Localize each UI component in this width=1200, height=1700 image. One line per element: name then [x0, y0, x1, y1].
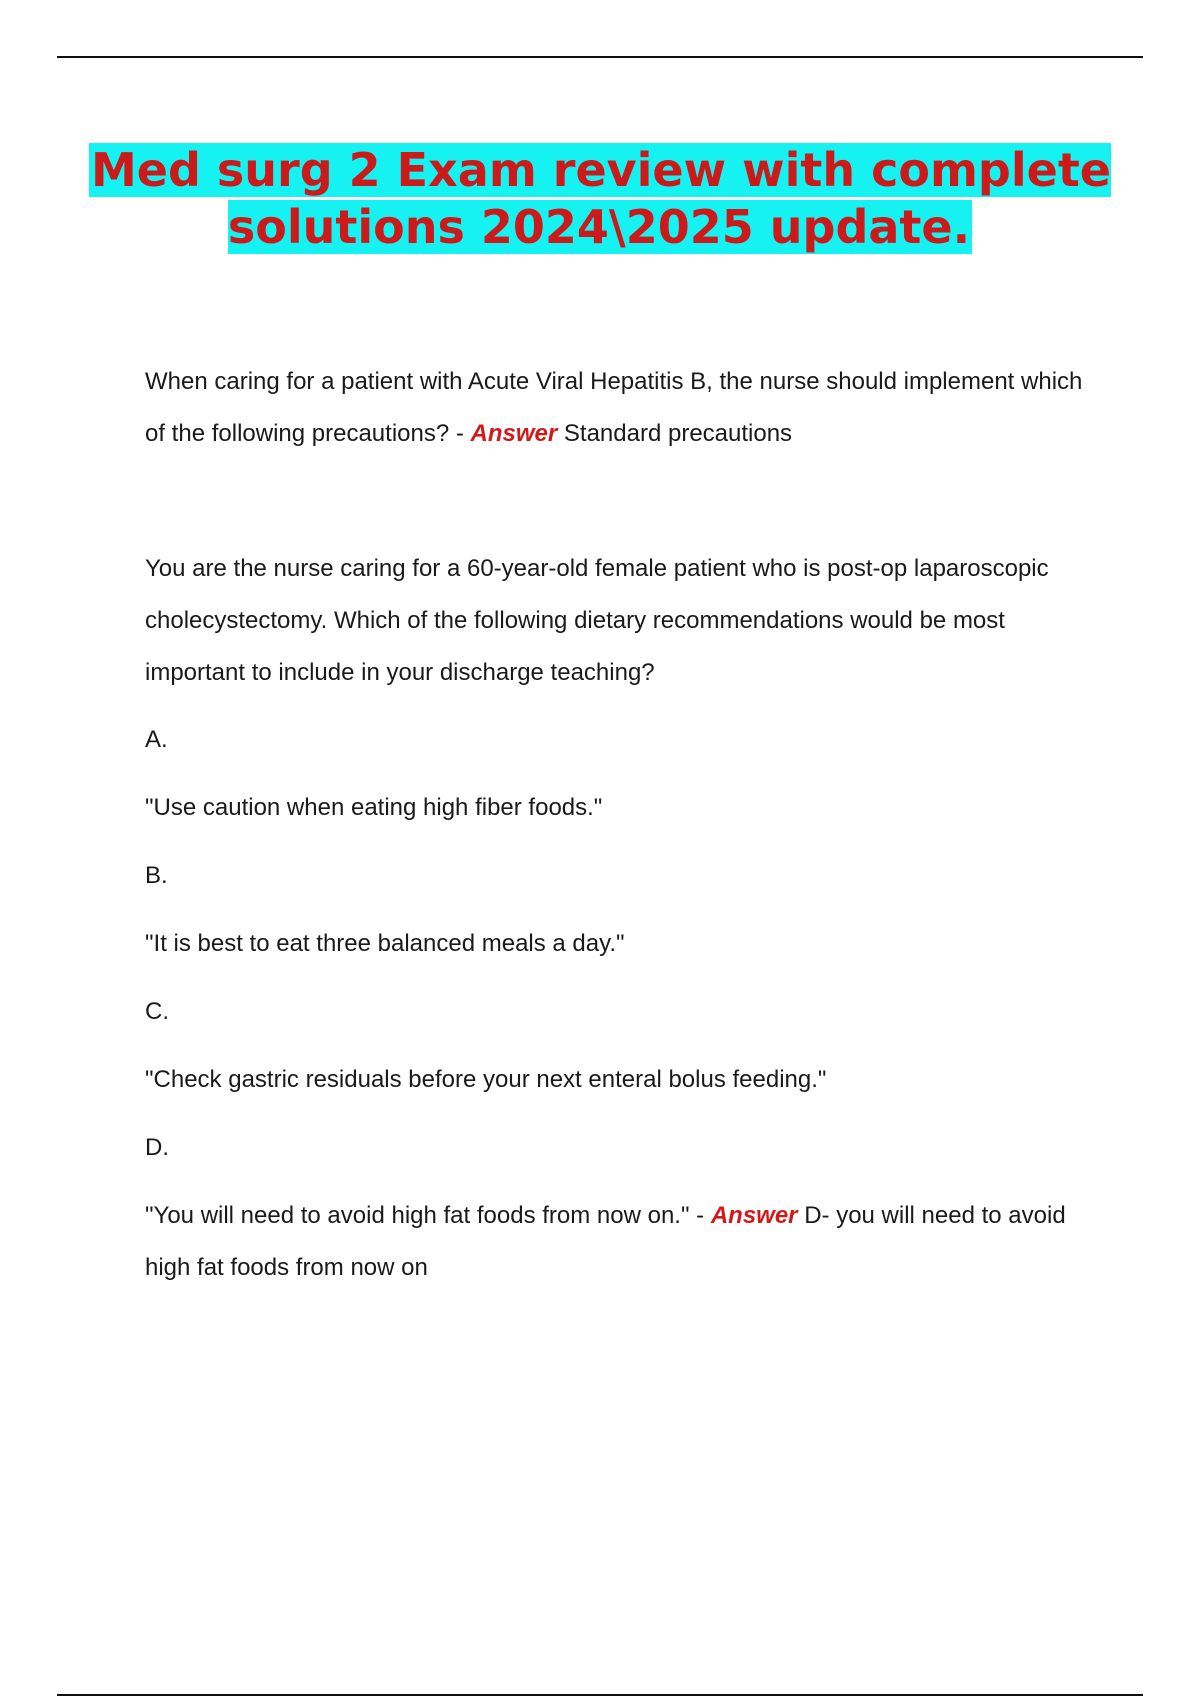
option-text-a: "Use caution when eating high fiber foods." [145, 794, 603, 821]
option-letter-d: D. [145, 1134, 169, 1161]
bottom-rule [57, 1694, 1143, 1696]
option-text-c: "Check gastric residuals before your next enteral bolus feeding." [145, 1066, 827, 1093]
option-text-d-body: "You will need to avoid high fat foods from now on." - [145, 1202, 705, 1229]
answer-text: Standard precautions [563, 420, 793, 447]
question-2-text: You are the nurse caring for a 60-year-old female patient who is post-op laparoscopic cholecystectomy. Which of the following dietary recommendations would be most important to include in your discharge teaching? [145, 555, 1049, 686]
answer-text: D- you will need to avoid high fat foods from now on [145, 1202, 1066, 1281]
question-1 [145, 356, 1095, 460]
option-letter-a: A. [145, 726, 168, 753]
document-title-text: Med surg 2 Exam review with complete solutions 2024\2025 update. [90, 143, 1112, 254]
option-text-b: "It is best to eat three balanced meals a day." [145, 930, 625, 957]
document-body [145, 356, 1095, 1294]
answer-label: Answer [710, 1202, 798, 1229]
answer-label: Answer [470, 420, 558, 447]
question-2 [145, 543, 1095, 699]
question-1-text: When caring for a patient with Acute Viral Hepatitis B, the nurse should implement which of the following precautions? - [145, 368, 1083, 447]
top-rule [57, 56, 1143, 58]
option-letter-b: B. [145, 862, 168, 889]
option-letter-c: C. [145, 998, 169, 1025]
option-text-d [145, 1190, 1095, 1294]
document-title [0, 142, 1200, 256]
